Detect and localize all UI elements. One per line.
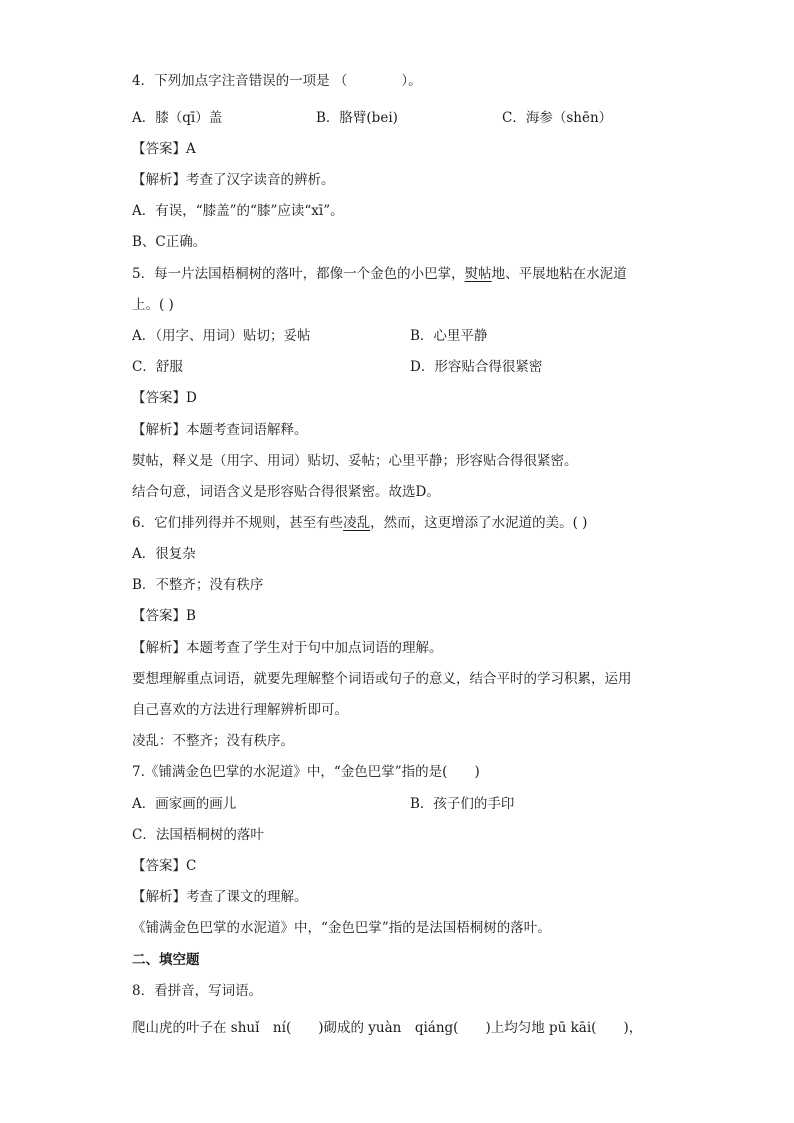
q7-analysis: 【解析】考查了课文的理解。 xyxy=(132,889,308,905)
q6-option-b: B．不整齐；没有秩序 xyxy=(132,577,264,593)
q5-option-a: A．（用字、用词）贴切；妥帖 xyxy=(132,328,311,344)
q5-explain-1: 熨帖，释义是（用字、用词）贴切、妥帖；心里平静；形容贴合得很紧密。 xyxy=(132,453,578,469)
q8-stem: 8．看拼音，写词语。 xyxy=(132,983,263,999)
q4-analysis: 【解析】考查了汉字读音的辨析。 xyxy=(132,172,335,188)
q6-option-a: A．很复杂 xyxy=(132,546,196,562)
q4-stem: 4．下列加点字注音错误的一项是 （ ）。 xyxy=(132,73,422,89)
q7-explain-1: 《铺满金色巴掌的水泥道》中，“金色巴掌”指的是法国梧桐树的落叶。 xyxy=(132,920,551,936)
q6-key-word: 凌乱 xyxy=(343,515,371,531)
q5-option-b: B．心里平静 xyxy=(410,328,488,344)
q7-option-c: C．法国梧桐树的落叶 xyxy=(132,827,264,843)
q4-explain-1: A．有误，“膝盖”的“膝”应读“xī”。 xyxy=(132,203,344,219)
q7-option-a: A．画家画的画儿 xyxy=(132,796,237,812)
q5-key-word: 熨帖 xyxy=(464,266,492,282)
q7-answer: 【答案】C xyxy=(132,858,197,874)
q5-stem-line2: 上。( ) xyxy=(132,297,174,313)
section-title: 二、填空题 xyxy=(132,952,200,968)
q5-option-c: C．舒服 xyxy=(132,359,183,375)
q8-body: 爬山虎的叶子在 shuǐ ní( )砌成的 yuàn qiáng( )上均匀地 pū kāi( )， xyxy=(132,1020,643,1036)
q6-analysis: 【解析】本题考查了学生对于句中加点词语的理解。 xyxy=(132,640,443,656)
q6-explain-2: 自己喜欢的方法进行理解辨析即可。 xyxy=(132,702,348,718)
q4-answer: 【答案】A xyxy=(132,141,196,157)
q6-stem: 6．它们排列得并不规则，甚至有些凌乱，然而，这更增添了水泥道的美。( ) xyxy=(132,515,588,531)
q6-answer: 【答案】B xyxy=(132,608,196,624)
q6-explain-3: 凌乱：不整齐；没有秩序。 xyxy=(132,733,294,749)
q5-explain-2: 结合句意，词语含义是形容贴合得很紧密。故选D。 xyxy=(132,484,440,500)
q6-explain-1: 要想理解重点词语，就要先理解整个词语或句子的意义，结合平时的学习积累，运用 xyxy=(132,671,632,687)
q4-option-b: B．胳臂(bei) xyxy=(316,110,398,126)
q4-option-c: C．海参（shēn） xyxy=(502,110,613,126)
q5-analysis: 【解析】本题考查词语解释。 xyxy=(132,422,308,438)
q7-option-b: B．孩子们的手印 xyxy=(410,796,515,812)
q5-stem: 5．每一片法国梧桐树的落叶，都像一个金色的小巴掌，熨帖地、平展地粘在水泥道 xyxy=(132,266,627,282)
q4-option-a: A．膝（qī）盖 xyxy=(132,110,223,126)
q5-option-d: D．形容贴合得很紧密 xyxy=(410,359,543,375)
q5-answer: 【答案】D xyxy=(132,390,197,406)
q4-explain-2: B、C正确。 xyxy=(132,234,207,250)
q7-stem: 7.《铺满金色巴掌的水泥道》中，“金色巴掌”指的是( ) xyxy=(132,764,480,780)
